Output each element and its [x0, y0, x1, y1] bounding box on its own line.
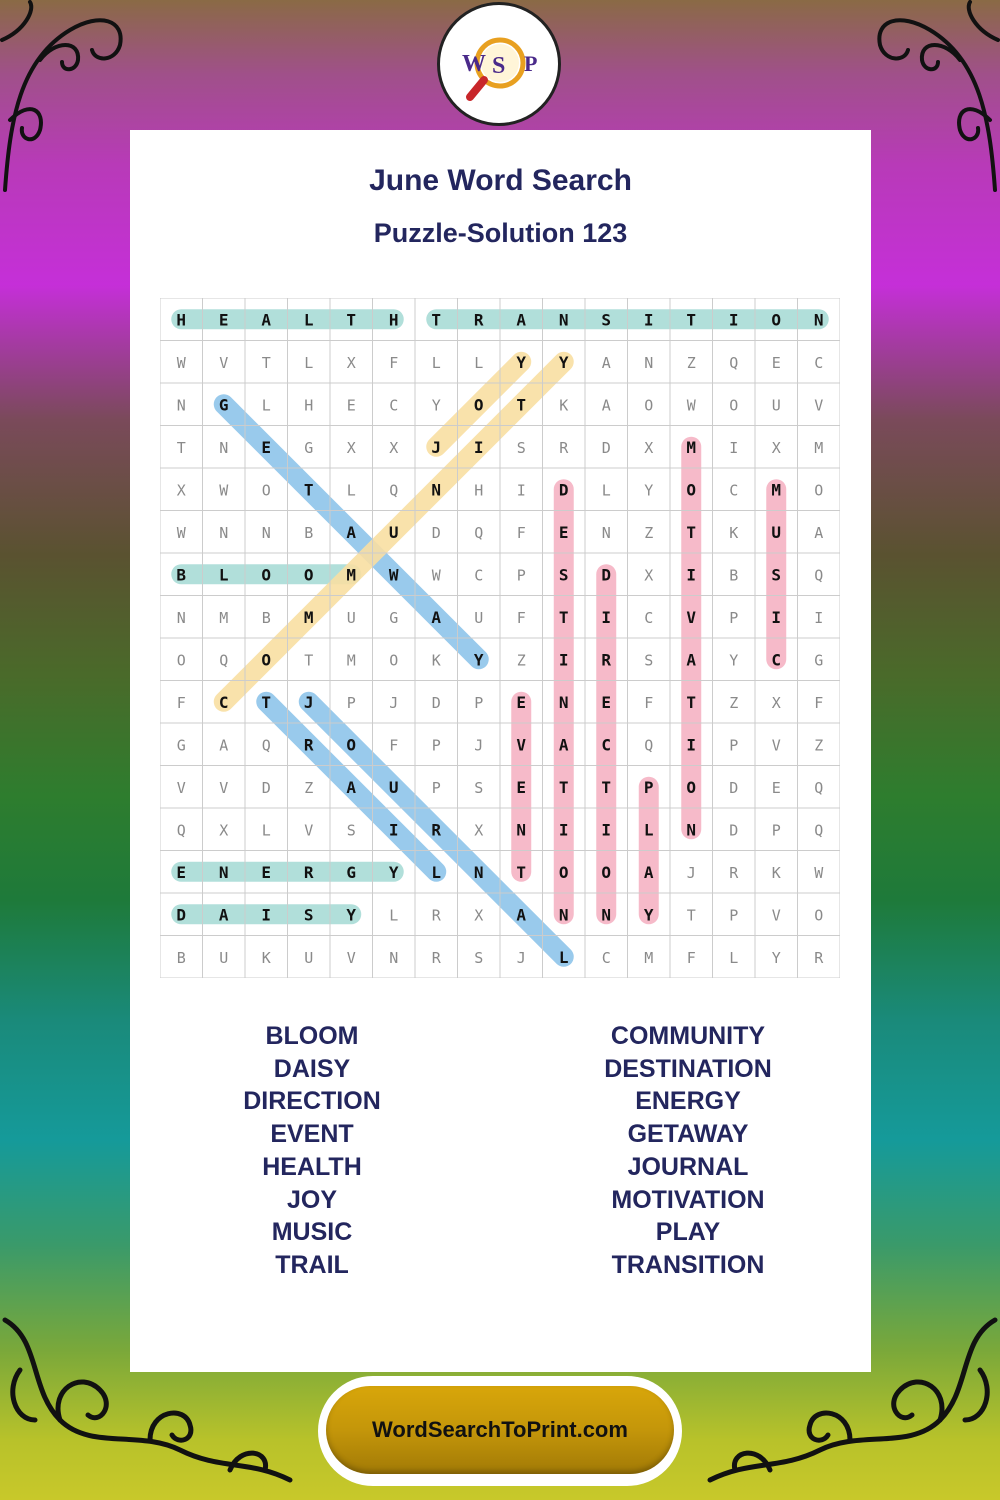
grid-letter: X [389, 438, 399, 457]
grid-letter: J [686, 863, 696, 882]
grid-letter: A [516, 905, 527, 925]
grid-letter: I [388, 820, 399, 840]
grid-letter: A [218, 905, 229, 925]
grid-letter: A [261, 310, 272, 330]
grid-letter: F [389, 736, 399, 755]
grid-letter: Y [388, 862, 399, 882]
grid-letter: A [346, 777, 357, 797]
word-list-item: COMMUNITY [610, 1022, 766, 1050]
grid-letter: N [389, 948, 399, 967]
grid-letter: Y [558, 352, 569, 372]
grid-letter: Z [516, 651, 526, 670]
word-list-item: MUSIC [271, 1218, 353, 1247]
website-link[interactable]: WordSearchToPrint.com [372, 1417, 628, 1442]
grid-letter: Y [771, 948, 781, 967]
grid-letter: E [771, 353, 781, 372]
grid-letter: C [601, 948, 611, 967]
grid-letter: Q [729, 353, 739, 372]
word-list-item: TRAIL [275, 1250, 349, 1279]
grid-letter: H [474, 481, 484, 500]
grid-letter: X [219, 821, 229, 840]
grid-letter: A [643, 862, 654, 882]
grid-letter: T [516, 395, 527, 415]
grid-letter: E [516, 692, 527, 712]
grid-letter: L [729, 948, 739, 967]
grid-letter: M [771, 480, 782, 500]
grid-letter: E [558, 522, 569, 542]
grid-letter: T [261, 353, 271, 372]
grid-letter: Q [474, 523, 484, 542]
grid-letter: I [728, 310, 739, 330]
grid-letter: N [219, 438, 229, 457]
grid-letter: C [218, 692, 229, 712]
grid-letter: L [474, 353, 484, 372]
grid-letter: V [814, 396, 824, 415]
grid-letter: U [771, 396, 781, 415]
grid-letter: N [473, 862, 484, 882]
grid-letter: J [303, 692, 314, 712]
grid-letter: D [431, 523, 441, 542]
grid-letter: P [729, 736, 739, 755]
grid-letter: S [303, 905, 314, 925]
grid-letter: F [176, 693, 186, 712]
grid-letter: C [389, 396, 399, 415]
grid-letter: D [176, 905, 187, 925]
grid-letter: F [516, 523, 526, 542]
grid-letter: L [643, 820, 654, 840]
grid-letter: Y [643, 905, 654, 925]
grid-letter: S [601, 310, 612, 330]
grid-letter: N [218, 862, 229, 882]
grid-letter: G [176, 736, 186, 755]
grid-letter: N [558, 310, 569, 330]
grid-letter: V [686, 607, 697, 627]
word-list-item: ENERGY [635, 1087, 741, 1116]
grid-letter: Q [261, 736, 271, 755]
grid-letter: O [686, 480, 697, 500]
grid-letter: B [729, 566, 739, 585]
word-list-item: HEALTH [262, 1152, 362, 1181]
grid-letter: X [474, 821, 484, 840]
grid-letter: T [303, 480, 314, 500]
grid-letter: M [346, 651, 356, 670]
grid-letter: R [431, 820, 442, 840]
grid-letter: X [346, 353, 356, 372]
grid-letter: R [814, 948, 824, 967]
grid-letter: O [729, 396, 739, 415]
website-button[interactable] [318, 1376, 682, 1486]
grid-letter: P [516, 566, 526, 585]
grid-letter: V [176, 778, 186, 797]
grid-letter: X [474, 906, 484, 925]
grid-letter: T [261, 692, 272, 712]
grid-letter: S [346, 821, 356, 840]
grid-letter: N [601, 905, 612, 925]
grid-letter: F [389, 353, 399, 372]
grid-letter: R [303, 735, 314, 755]
grid-letter: O [473, 395, 484, 415]
grid-letter: S [474, 948, 484, 967]
grid-letter: L [261, 821, 271, 840]
grid-letter: X [644, 438, 654, 457]
grid-letter: G [304, 438, 314, 457]
grid-letter: P [431, 736, 441, 755]
grid-letter: Q [644, 736, 654, 755]
grid-letter: R [601, 650, 612, 670]
grid-letter: P [431, 778, 441, 797]
grid-letter: K [431, 651, 441, 670]
grid-letter: O [644, 396, 654, 415]
grid-letter: S [474, 778, 484, 797]
grid-letter: O [686, 777, 697, 797]
grid-letter: N [431, 480, 442, 500]
grid-letter: E [601, 692, 612, 712]
grid-letter: U [388, 777, 399, 797]
grid-letter: D [431, 693, 441, 712]
grid-letter: G [346, 862, 357, 882]
grid-letter: H [304, 396, 314, 415]
grid-letter: X [346, 438, 356, 457]
grid-letter: B [304, 523, 314, 542]
grid-letter: T [346, 310, 357, 330]
grid-letter: V [516, 735, 527, 755]
grid-letter: N [176, 396, 186, 415]
grid-letter: X [771, 693, 781, 712]
word-list-item: DESTINATION [604, 1054, 772, 1083]
grid-letter: H [176, 310, 187, 330]
grid-letter: T [686, 906, 696, 925]
grid-letter: O [601, 862, 612, 882]
ornament-top-left-icon [0, 0, 140, 200]
grid-letter: C [601, 735, 612, 755]
grid-letter: N [686, 820, 697, 840]
grid-letter: Q [219, 651, 229, 670]
grid-letter: O [303, 565, 314, 585]
grid-letter: S [771, 565, 782, 585]
grid-letter: F [686, 948, 696, 967]
grid-letter: X [771, 438, 781, 457]
grid-letter: T [304, 651, 314, 670]
grid-letter: E [771, 778, 781, 797]
grid-letter: I [729, 438, 739, 457]
grid-letter: I [686, 565, 697, 585]
grid-letter: E [261, 437, 272, 457]
grid-letter: J [431, 437, 442, 457]
grid-letter: M [686, 437, 697, 457]
grid-letter: O [346, 735, 357, 755]
grid-letter: L [389, 906, 399, 925]
grid-letter: W [814, 863, 824, 882]
grid-letter: V [219, 353, 229, 372]
grid-letter: I [558, 650, 569, 670]
grid-letter: O [261, 650, 272, 670]
grid-letter: K [771, 863, 781, 882]
logo-letter-w: W [462, 51, 486, 77]
grid-letter: N [558, 692, 569, 712]
grid-letter: O [814, 481, 824, 500]
grid-letter: R [559, 438, 569, 457]
grid-letter: B [176, 565, 187, 585]
grid-letter: I [643, 310, 654, 330]
grid-letter: N [176, 608, 186, 627]
grid-letter: W [388, 565, 399, 585]
grid-letter: X [644, 566, 654, 585]
grid-letter: L [218, 565, 229, 585]
grid-letter: D [601, 438, 611, 457]
grid-letter: M [346, 565, 357, 585]
grid-letter: I [473, 437, 484, 457]
grid-letter: U [346, 608, 356, 627]
grid-letter: N [601, 523, 611, 542]
grid-letter: T [686, 310, 697, 330]
word-list-item: GETAWAY [627, 1120, 749, 1149]
grid-letter: J [389, 693, 399, 712]
website-button-face[interactable] [326, 1386, 674, 1474]
grid-letter: L [558, 947, 569, 967]
grid-letter: Q [814, 821, 824, 840]
grid-letter: D [729, 821, 739, 840]
grid-letter: K [729, 523, 739, 542]
grid-letter: I [558, 820, 569, 840]
grid-letter: L [261, 396, 271, 415]
grid-letter: S [516, 438, 526, 457]
grid-letter: A [601, 396, 611, 415]
word-list-item: JOURNAL [627, 1152, 749, 1181]
grid-letter: N [644, 353, 654, 372]
grid-letter: O [261, 481, 271, 500]
word-list-item: EVENT [270, 1120, 354, 1149]
grid-letter: C [771, 650, 782, 670]
grid-letter: C [474, 566, 484, 585]
grid-letter: T [686, 522, 697, 542]
grid-letter: V [219, 778, 229, 797]
grid-letter: T [686, 692, 697, 712]
grid-letter: A [558, 735, 569, 755]
grid-letter: W [176, 523, 186, 542]
grid-letter: B [261, 608, 271, 627]
grid-letter: Q [814, 778, 824, 797]
grid-letter: K [261, 948, 271, 967]
grid-letter: O [176, 651, 186, 670]
grid-letter: U [474, 608, 484, 627]
grid-letter: Z [304, 778, 314, 797]
grid-letter: E [261, 862, 272, 882]
grid-letter: O [261, 565, 272, 585]
grid-letter: N [516, 820, 527, 840]
grid-letter: T [176, 438, 186, 457]
word-list-item: DIRECTION [243, 1087, 381, 1116]
word-list-left [162, 1020, 462, 1282]
grid-letter: K [559, 396, 569, 415]
grid-letter: I [814, 608, 824, 627]
grid-letter: Q [176, 821, 186, 840]
logo-letter-p: P [524, 51, 538, 76]
grid-letter: N [813, 310, 824, 330]
grid-letter: Y [431, 396, 441, 415]
grid-letter: Y [346, 905, 357, 925]
grid-letter: N [219, 523, 229, 542]
grid-letter: W [431, 566, 441, 585]
grid-letter: A [431, 607, 442, 627]
grid-letter: I [686, 735, 697, 755]
grid-letter: E [176, 862, 187, 882]
grid-letter: M [219, 608, 229, 627]
grid-letter: T [558, 607, 569, 627]
grid-letter: O [814, 906, 824, 925]
grid-letter: M [814, 438, 824, 457]
grid-letter: D [261, 778, 271, 797]
grid-letter: R [729, 863, 739, 882]
grid-letter: Y [473, 650, 484, 670]
grid-letter: U [771, 522, 782, 542]
grid-letter: W [219, 481, 229, 500]
grid-letter: H [388, 310, 399, 330]
grid-letter: A [346, 522, 357, 542]
logo-letter-s: S [492, 53, 506, 79]
grid-letter: F [644, 693, 654, 712]
grid-letter: T [516, 862, 527, 882]
grid-letter: I [261, 905, 272, 925]
logo [437, 2, 561, 126]
grid-letter: Z [644, 523, 654, 542]
grid-letter: W [176, 353, 186, 372]
word-list-item: MOTIVATION [611, 1185, 765, 1214]
ornament-top-right-icon [860, 0, 1000, 200]
grid-letter: I [601, 607, 612, 627]
word-list-item: BLOOM [265, 1022, 359, 1050]
grid-letter: S [558, 565, 569, 585]
grid-letter: D [729, 778, 739, 797]
grid-letter: V [771, 906, 781, 925]
grid-letter: V [771, 736, 781, 755]
word-list-item: PLAY [655, 1218, 721, 1247]
grid-letter: T [558, 777, 569, 797]
grid-letter: Y [516, 352, 527, 372]
grid-letter: D [558, 480, 569, 500]
grid-letter: V [304, 821, 314, 840]
grid-letter: M [303, 607, 314, 627]
grid-letter: V [346, 948, 356, 967]
grid-letter: Y [729, 651, 739, 670]
grid-letter: E [346, 396, 356, 415]
grid-letter: O [389, 651, 399, 670]
grid-letter: U [219, 948, 229, 967]
grid-letter: Q [389, 481, 399, 500]
grid-letter: C [814, 353, 824, 372]
grid-letter: Z [686, 353, 696, 372]
word-grid [160, 298, 840, 978]
grid-letter: A [814, 523, 824, 542]
grid-letter: M [644, 948, 654, 967]
grid-letter: R [431, 906, 441, 925]
grid-letter: L [304, 353, 314, 372]
grid-letter: G [218, 395, 229, 415]
grid-letter: N [558, 905, 569, 925]
page-subtitle: Puzzle-Solution 123 [373, 218, 628, 248]
page-title: June Word Search [369, 164, 632, 197]
grid-letter: P [474, 693, 484, 712]
word-list-item: TRANSITION [611, 1250, 765, 1279]
grid-letter: Q [814, 566, 824, 585]
grid-letter: O [771, 310, 782, 330]
grid-letter: J [516, 948, 526, 967]
grid-letter: Z [814, 736, 824, 755]
word-list-right [538, 1020, 838, 1282]
grid-letter: T [431, 310, 442, 330]
grid-letter: P [771, 821, 781, 840]
grid-letter: A [601, 353, 611, 372]
grid-letter: R [431, 948, 441, 967]
grid-letter: F [814, 693, 824, 712]
grid-letter: L [346, 481, 356, 500]
magnifying-glass-icon [470, 80, 484, 97]
grid-letter: G [814, 651, 824, 670]
grid-letter: S [644, 651, 654, 670]
grid-letter: G [389, 608, 399, 627]
grid-letter: J [474, 736, 484, 755]
grid-letter: L [431, 862, 442, 882]
grid-letter: Z [729, 693, 739, 712]
grid-letter: Y [644, 481, 654, 500]
grid-letter: I [601, 820, 612, 840]
grid-letter: E [218, 310, 229, 330]
grid-letter: R [303, 862, 314, 882]
grid-letter: P [643, 777, 654, 797]
grid-letter: U [304, 948, 314, 967]
grid-letter: L [431, 353, 441, 372]
grid-letter: A [219, 736, 229, 755]
grid-letter: U [388, 522, 399, 542]
grid-letter: O [558, 862, 569, 882]
grid-letter: A [686, 650, 697, 670]
grid-letter: F [516, 608, 526, 627]
grid-letter: A [516, 310, 527, 330]
grid-letter: L [601, 481, 611, 500]
word-list-item: JOY [286, 1185, 338, 1214]
grid-letter: B [176, 948, 186, 967]
grid-letter: R [473, 310, 484, 330]
grid-letter: C [729, 481, 739, 500]
grid-letter: D [601, 565, 612, 585]
grid-letter: L [303, 310, 314, 330]
word-list-item: DAISY [273, 1054, 351, 1083]
grid-letter: W [686, 396, 696, 415]
grid-letter: I [771, 607, 782, 627]
grid-letter: P [729, 906, 739, 925]
grid-letter: X [176, 481, 186, 500]
grid-letter: E [516, 777, 527, 797]
grid-letter: I [516, 481, 526, 500]
grid-letter: P [729, 608, 739, 627]
grid-letter: T [601, 777, 612, 797]
grid-letter: N [261, 523, 271, 542]
grid-letter: C [644, 608, 654, 627]
grid-letter: P [346, 693, 356, 712]
